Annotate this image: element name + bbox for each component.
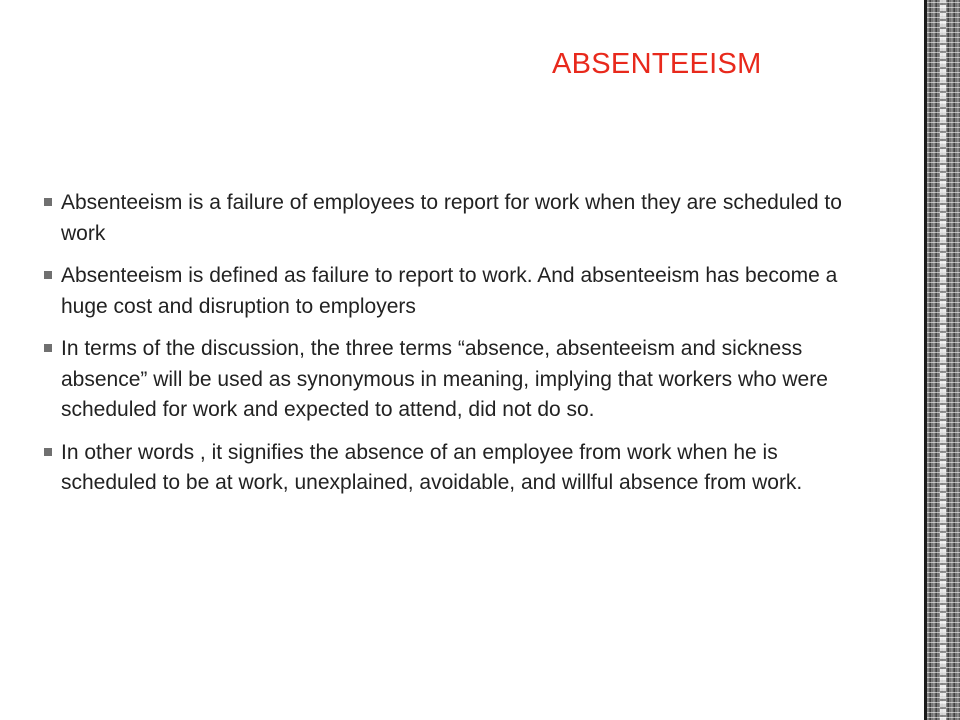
bullet-item [44, 334, 854, 426]
bullet-list [44, 188, 854, 511]
bullet-item [44, 188, 854, 249]
bullet-text: In terms of the discussion, the three terms “absence, absenteeism and sickness absence” will be used as synonymous in meaning, implying that workers who were scheduled for work and expected to attend, did not do so. [61, 337, 828, 421]
square-bullet-icon [44, 344, 52, 352]
square-bullet-icon [44, 271, 52, 279]
bullet-text: Absenteeism is a failure of employees to report for work when they are scheduled to work [61, 191, 842, 245]
square-bullet-icon [44, 198, 52, 206]
bullet-text: In other words , it signifies the absence of an employee from work when he is scheduled to be at work, unexplained, avoidable, and willful absence from work. [61, 440, 803, 494]
edge-strip-highlight [940, 0, 946, 720]
slide-title: ABSENTEEISM [552, 48, 762, 80]
bullet-item [44, 438, 854, 499]
bullet-item [44, 261, 854, 322]
edge-strip-shadow [924, 0, 927, 720]
square-bullet-icon [44, 448, 52, 456]
bullet-text: Absenteeism is defined as failure to report to work. And absenteeism has become a huge cost and disruption to employers [61, 264, 838, 318]
